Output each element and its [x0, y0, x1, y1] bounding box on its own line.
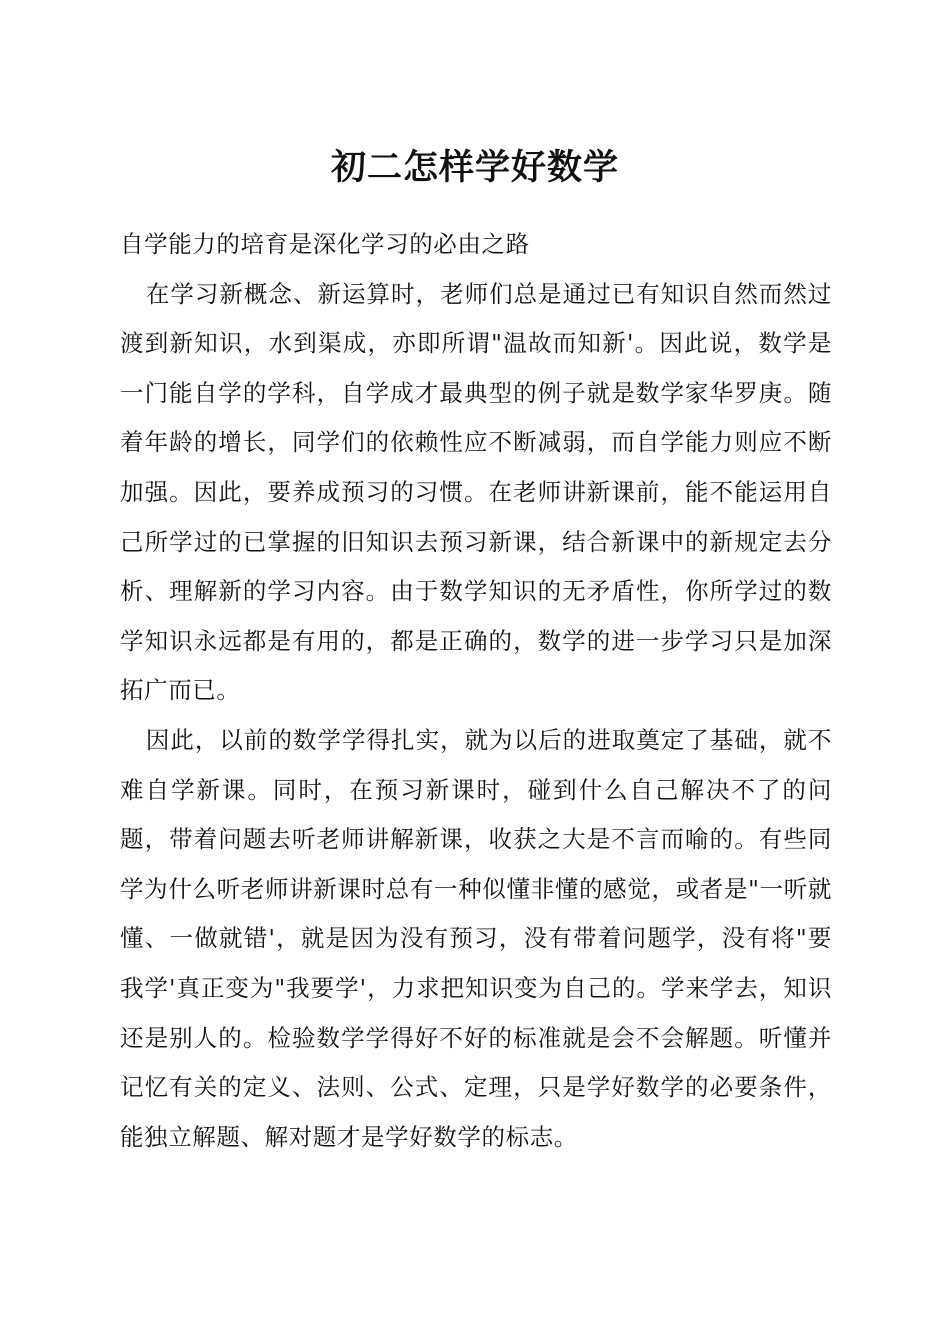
paragraph-2: 因此，以前的数学学得扎实，就为以后的进取奠定了基础，就不难自学新课。同时，在预习新课时，碰到什么自己解决不了的问题，带着问题去听老师讲解新课，收获之大是不言而喻的。有些同学为什么听老师讲新课时总有一种似懂非懂的感觉，或者是"一听就懂、一做就错'，就是因为没有预习，没有带着问题学，没有将"要我学'真正变为"我要学'，力求把知识变为自己的。学来学去，知识还是别人的。检验数学学得好不好的标准就是会不会解题。听懂并记忆有关的定义、法则、公式、定理，只是学好数学的必要条件，能独立解题、解对题才是学好数学的标志。 [120, 725, 832, 1151]
section-heading: 自学能力的培育是深化学习的必由之路 [120, 230, 530, 258]
document-title: 初二怎样学好数学 [330, 147, 619, 188]
document-body [120, 220, 832, 1162]
paragraph-1: 在学习新概念、新运算时，老师们总是通过已有知识自然而然过渡到新知识，水到渠成，亦即所谓"温故而知新'。因此说，数学是一门能自学的学科，自学成才最典型的例子就是数学家华罗庚。随着年龄的增长，同学们的依赖性应不断减弱，而自学能力则应不断加强。因此，要养成预习的习惯。在老师讲新课前，能不能运用自己所学过的已掌握的旧知识去预习新课，结合新课中的新规定去分析、理解新的学习内容。由于数学知识的无矛盾性，你所学过的数学知识永远都是有用的，都是正确的，数学的进一步学习只是加深拓广而已。 [120, 279, 832, 705]
